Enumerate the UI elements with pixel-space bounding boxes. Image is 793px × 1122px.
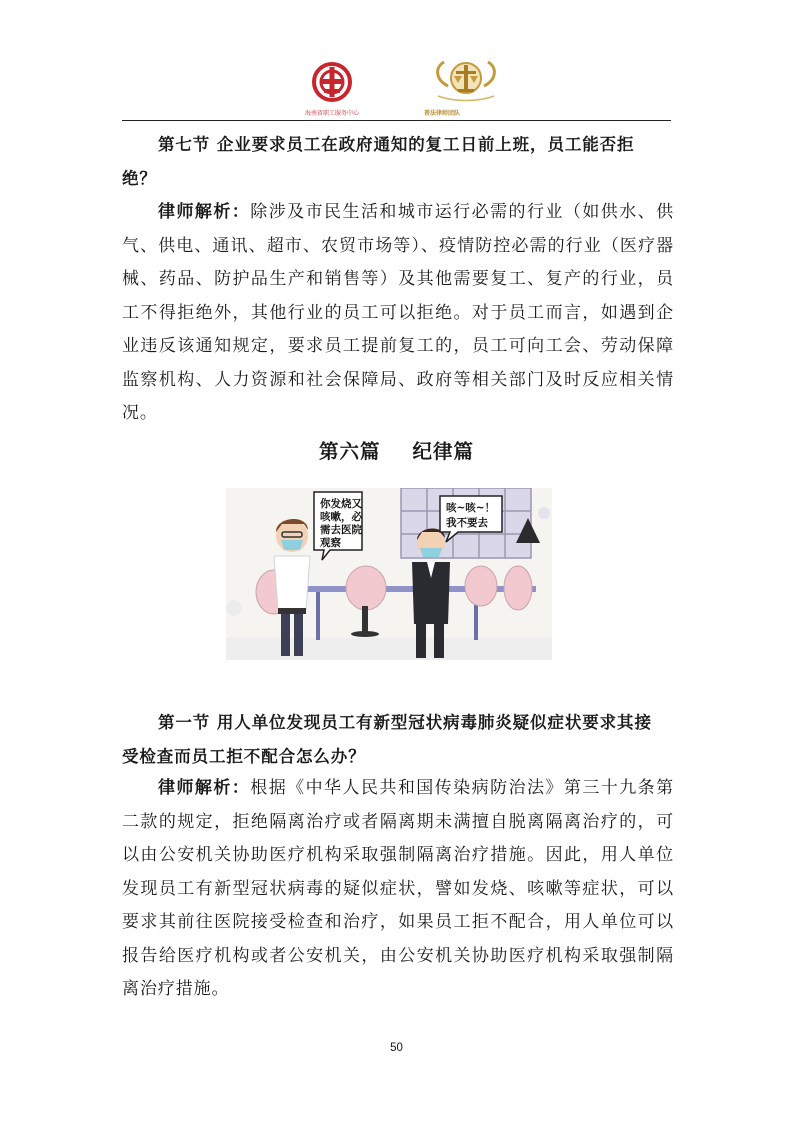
section1-heading-line1: 第一节 用人单位发现员工有新型冠状病毒肺炎疑似症状要求其接 [158,713,652,732]
section7-body-text: 除涉及市民生活和城市运行必需的行业（如供水、供气、供电、通讯、超市、农贸市场等）、疫情防控必需的行业（医疗器械、药品、防护品生产和销售等）及其他需要复工、复产的行业，员工不得拒绝外，其他行业的员工可以拒绝。对于员工而言，如遇到企业违反该通知规定，要求员工提前复工的，员工可向工会、劳动保障监察机构、人力资源和社会保障局、政府等相关部门及时反应相关情况。 [122,202,675,423]
union-emblem-icon [293,58,371,110]
union-logo-caption: 海南省职工服务中心 [304,110,359,117]
union-logo [293,58,371,120]
part-title [0,436,793,464]
section7-body [122,196,674,431]
law-team-logo [418,56,514,120]
bubble-right-line1: 咳~咳~！ [446,502,496,514]
part-number: 第六篇 [318,440,381,463]
bubble-left-line2: 咳嗽，必 [320,511,362,523]
bubble-left-line4: 观察 [320,537,341,549]
part-name: 纪律篇 [412,440,475,463]
law-team-emblem-icon [418,56,514,110]
page-header [0,0,793,120]
section7-heading-line2: 绝？ [122,169,157,188]
section1-lead: 律师解析： [158,778,251,798]
bubble-left-line1: 你发烧又 [320,498,362,510]
page-number: 50 [390,1042,403,1054]
section1-body [122,772,674,1007]
bubble-left-line3: 需去医院 [320,524,362,536]
law-team-logo-caption: 普法律师团队 [424,110,461,117]
section7-heading [122,128,674,196]
bubble-right-line2: 我不要去 [446,517,488,529]
header-divider [122,120,671,121]
section1-body-text: 根据《中华人民共和国传染病防治法》第三十九条第二款的规定，拒绝隔离治疗或者隔离期未满擅自脱离隔离治疗的，可以由公安机关协助医疗机构采取强制隔离治疗措施。因此，用人单位发现员工有新型冠状病毒的疑似症状，譬如发烧、咳嗽等症状，可以要求其前往医院接受检查和治疗，如果员工拒不配合，用人单位可以报告给医疗机构或者公安机关，由公安机关协助医疗机构采取强制隔离治疗措施。 [122,778,675,999]
section7-lead: 律师解析： [158,202,251,222]
illustration-cough-refusal [226,488,552,660]
section1-heading [122,706,674,774]
section1-heading-line2: 受检查而员工拒不配合怎么办？ [122,747,366,766]
section7-heading-line1: 第七节 企业要求员工在政府通知的复工日前上班，员工能否拒 [158,135,635,154]
